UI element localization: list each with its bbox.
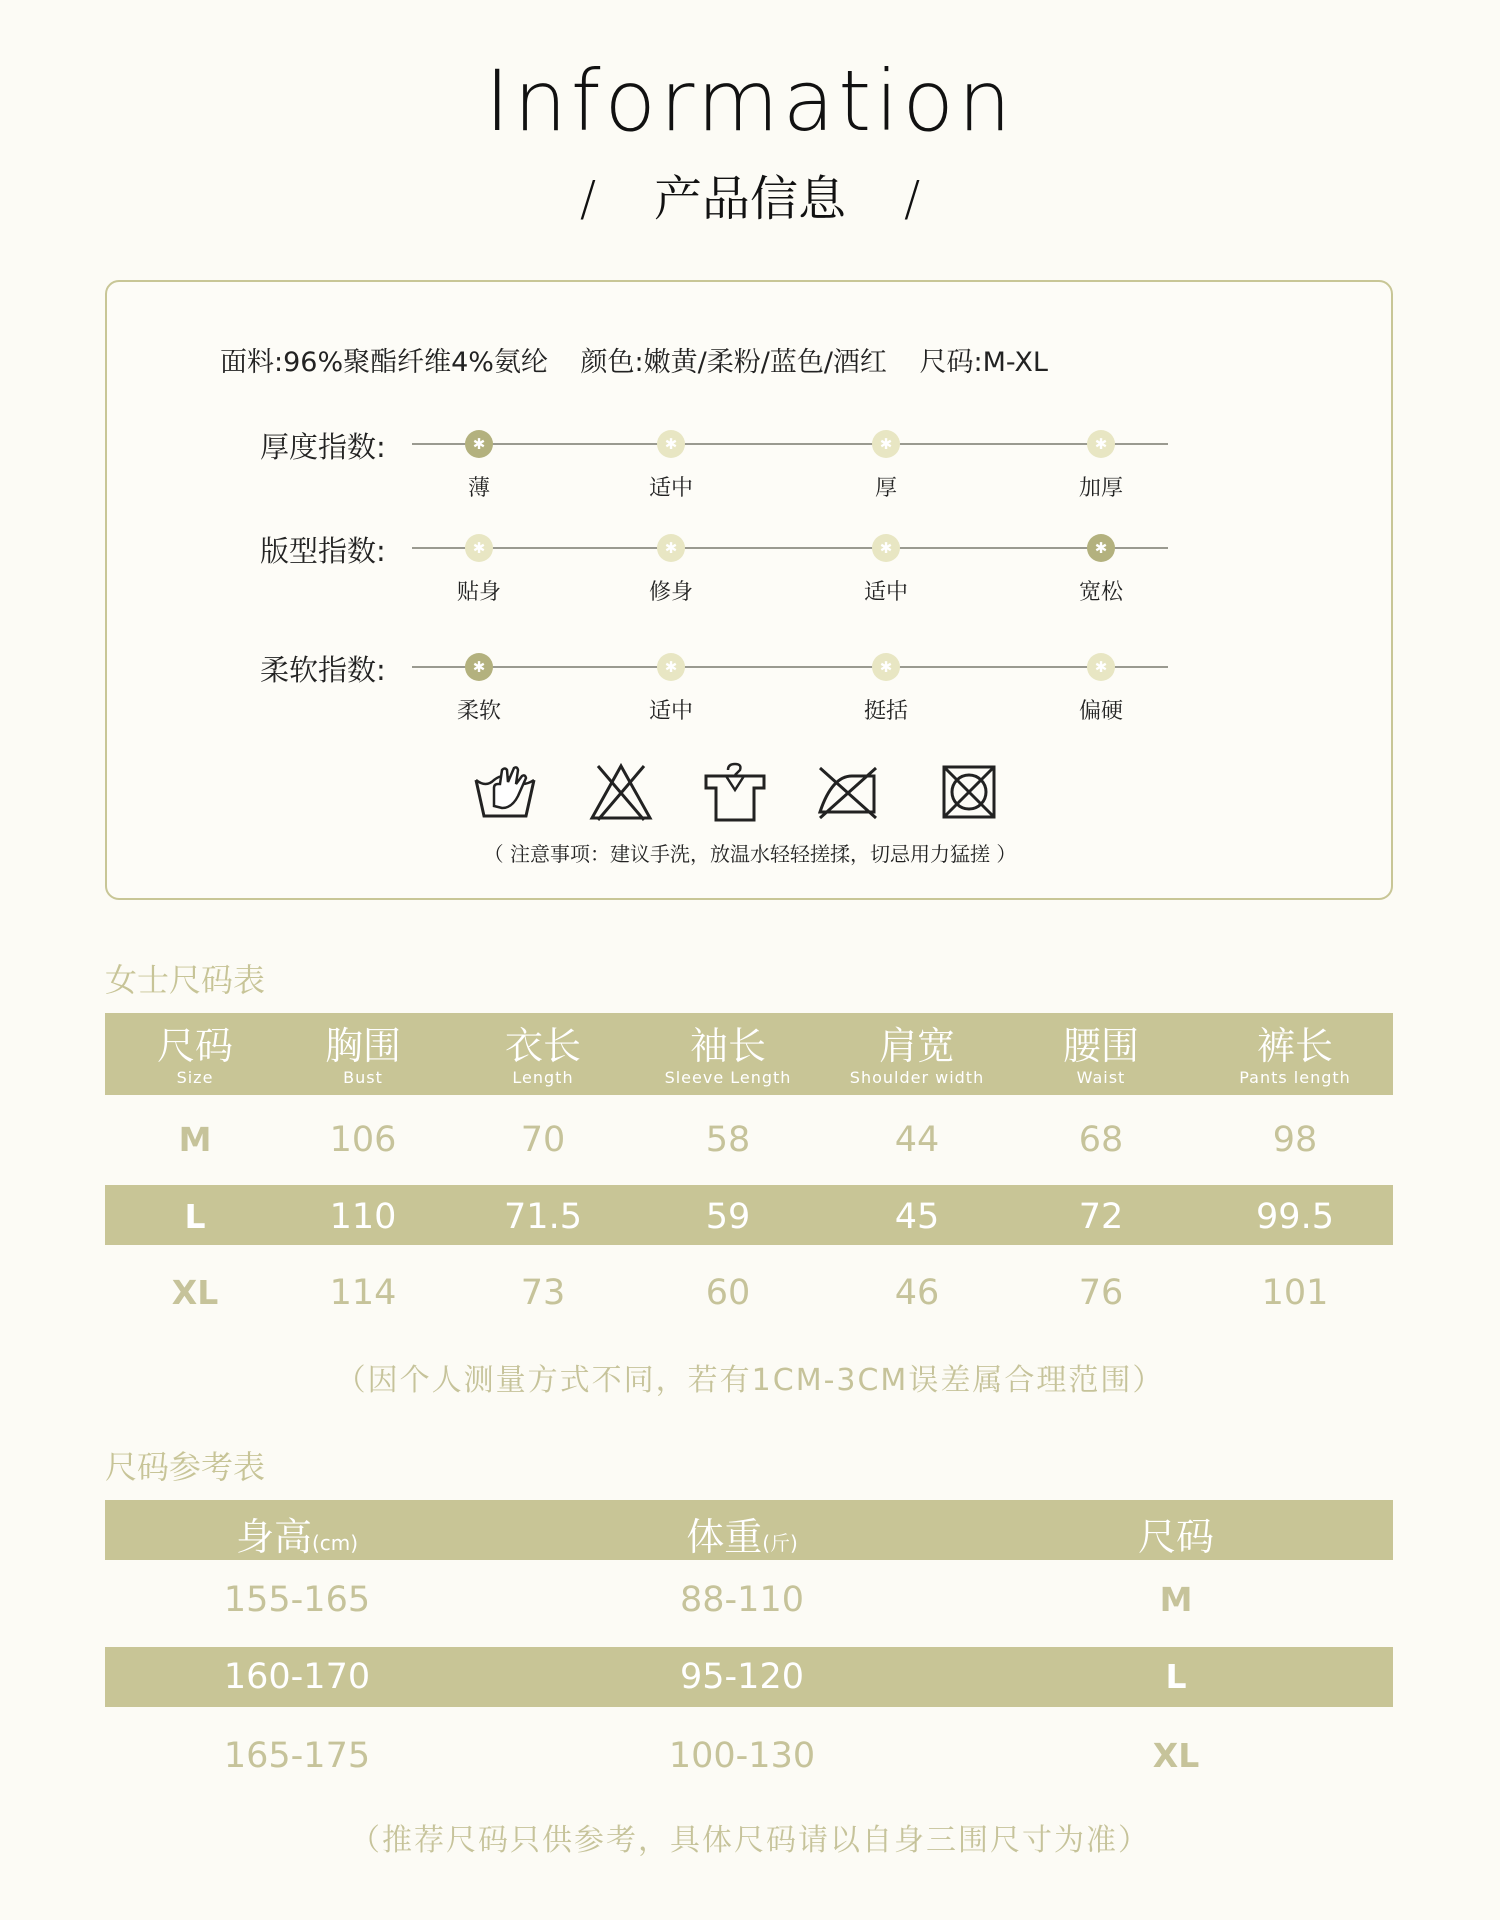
ref-chart-note: （推荐尺码只供参考，具体尺码请以自身三围尺寸为准） (350, 1823, 1150, 1858)
ref-value: 100-130 (668, 1736, 816, 1776)
index-label: 版型指数: (260, 534, 386, 568)
col-header-cn: 尺码 (156, 1024, 234, 1068)
color-spec: 颜色:嫩黄/柔粉/蓝色/酒红 (580, 347, 887, 378)
subtitle-text: 产品信息 (653, 171, 846, 227)
col-header-cn: 肩宽 (878, 1024, 955, 1068)
size-value: 98 (1272, 1120, 1318, 1160)
size-chart-col-header (1239, 1024, 1351, 1087)
product-specs (220, 340, 1072, 379)
index-label: 厚度指数: (260, 430, 386, 464)
index-option: 挺括 (863, 699, 909, 724)
col-header-en: Pants length (1239, 1068, 1351, 1087)
ref-value: 160-170 (223, 1657, 371, 1697)
index-label: 柔软指数: (260, 653, 386, 687)
size-value: 68 (1078, 1120, 1124, 1160)
slash-left: / (579, 171, 596, 227)
ref-col-header-cn: 体重 (686, 1515, 763, 1559)
ref-chart-col-header (686, 1506, 798, 1561)
size-value: 73 (520, 1273, 566, 1313)
size-label: XL (171, 1273, 219, 1312)
size-value: 46 (894, 1273, 940, 1313)
no-bleach-icon (588, 762, 654, 822)
page-title: Information (484, 52, 1016, 150)
hand-wash-icon (472, 762, 538, 822)
index-dot: ✱ (657, 653, 685, 681)
page-subtitle (0, 160, 1500, 229)
size-value: 114 (329, 1273, 397, 1313)
ref-value: 88-110 (680, 1580, 804, 1620)
size-label: L (184, 1197, 206, 1236)
ref-size-label: XL (1152, 1736, 1200, 1775)
size-value: 45 (894, 1197, 940, 1237)
size-value: 58 (705, 1120, 751, 1160)
index-dot: ✱ (465, 430, 493, 458)
col-header-en: Bust (343, 1068, 383, 1087)
ref-value: 155-165 (223, 1580, 371, 1620)
ref-chart-heading: 尺码参考表 (105, 1448, 266, 1486)
col-header-en: Sleeve Length (664, 1068, 792, 1087)
index-scale-line (412, 547, 1168, 549)
ref-col-header-cn: 身高 (235, 1515, 312, 1559)
size-value: 70 (520, 1120, 566, 1160)
index-dot: ✱ (465, 653, 493, 681)
size-label: M (178, 1120, 212, 1159)
col-header-en: Waist (1076, 1068, 1126, 1087)
col-header-cn: 衣长 (504, 1024, 582, 1068)
size-chart-col-header (157, 1024, 233, 1087)
col-header-en: Size (176, 1068, 214, 1087)
index-dot: ✱ (872, 534, 900, 562)
ref-col-header-unit: (cm) (311, 1531, 359, 1555)
hang-dry-icon (702, 762, 768, 822)
index-option: 适中 (863, 580, 909, 605)
index-option: 修身 (648, 580, 694, 605)
slash-right: / (904, 171, 921, 227)
ref-chart-col-header (1138, 1506, 1214, 1561)
index-dot: ✱ (465, 534, 493, 562)
size-value: 60 (705, 1273, 751, 1313)
ref-value: 95-120 (680, 1657, 804, 1697)
size-value: 110 (329, 1197, 397, 1237)
col-header-cn: 袖长 (689, 1024, 766, 1068)
size-chart-heading: 女士尺码表 (105, 961, 266, 999)
index-dot: ✱ (1087, 534, 1115, 562)
index-scale-line (412, 443, 1168, 445)
size-chart-col-header (505, 1024, 581, 1087)
ref-col-header-unit: (斤) (762, 1531, 798, 1555)
size-value: 76 (1078, 1273, 1124, 1313)
col-header-en: Length (512, 1068, 574, 1087)
ref-size-label: M (1159, 1580, 1193, 1619)
ref-col-header-cn: 尺码 (1137, 1515, 1215, 1559)
index-dot: ✱ (657, 430, 685, 458)
index-option: 薄 (467, 476, 491, 501)
size-value: 72 (1078, 1197, 1124, 1237)
index-option: 加厚 (1078, 476, 1124, 501)
size-spec: 尺码:M-XL (919, 347, 1048, 378)
size-chart-col-header (850, 1024, 984, 1087)
col-header-cn: 裤长 (1256, 1024, 1334, 1068)
index-dot: ✱ (872, 653, 900, 681)
index-dot: ✱ (657, 534, 685, 562)
size-value: 71.5 (504, 1197, 582, 1237)
care-note: （ 注意事项：建议手洗，放温水轻轻搓揉，切忌用力猛搓 ） (483, 842, 1017, 866)
index-dot: ✱ (1087, 430, 1115, 458)
size-value: 99.5 (1256, 1197, 1334, 1237)
index-scale-line (412, 666, 1168, 668)
ref-chart-col-header (236, 1506, 358, 1561)
index-option: 柔软 (456, 699, 502, 724)
col-header-en: Shoulder width (849, 1068, 985, 1087)
fabric-spec: 面料:96%聚酯纤维4%氨纶 (220, 347, 548, 378)
no-iron-icon (814, 762, 880, 822)
size-value: 106 (329, 1120, 397, 1160)
size-chart-col-header (325, 1024, 401, 1087)
index-option: 适中 (648, 699, 694, 724)
index-dot: ✱ (872, 430, 900, 458)
size-chart-col-header (1063, 1024, 1139, 1087)
col-header-cn: 腰围 (1062, 1024, 1140, 1068)
col-header-cn: 胸围 (324, 1024, 402, 1068)
index-dot: ✱ (1087, 653, 1115, 681)
index-option: 厚 (874, 476, 898, 501)
size-chart-col-header (665, 1024, 792, 1087)
index-option: 偏硬 (1078, 699, 1124, 724)
size-chart-note: （因个人测量方式不同，若有1CM-3CM误差属合理范围） (335, 1363, 1165, 1398)
no-tumble-dry-icon (936, 762, 1002, 822)
index-option: 适中 (648, 476, 694, 501)
size-value: 59 (705, 1197, 751, 1237)
size-value: 44 (894, 1120, 940, 1160)
index-option: 宽松 (1078, 580, 1124, 605)
ref-value: 165-175 (223, 1736, 371, 1776)
size-value: 101 (1261, 1273, 1329, 1313)
index-option: 贴身 (456, 580, 502, 605)
ref-size-label: L (1165, 1657, 1187, 1696)
